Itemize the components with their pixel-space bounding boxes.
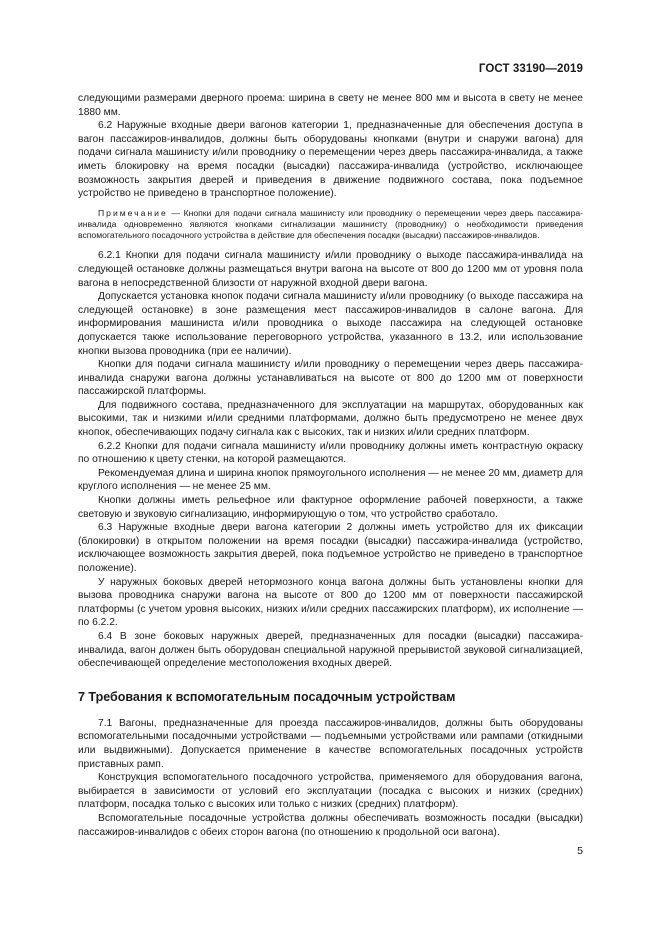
paragraph: 6.2.2 Кнопки для подачи сигнала машинисту и/или проводнику должны иметь контрастную окраску по отношению к цвету стенки, на которой размещаются. <box>78 440 583 466</box>
paragraph: Рекомендуемая длина и ширина кнопок прямоугольного исполнения — не менее 20 мм, диаметр для круглого исполнения — не менее 25 мм. <box>78 467 583 493</box>
paragraph: Для подвижного состава, предназначенного для эксплуатации на маршрутах, оборудованных как высокими, так и низкими и/или средними платформами, должно быть предусмотрено не менее двух кнопок, обеспечивающих подачу сигнала как с высоких, так и низких и/или средних платформ. <box>78 399 583 439</box>
paragraph: Кнопки должны иметь рельефное или фактурное оформление рабочей поверхности, а также световую и звуковую сигнализацию, информирующую о том, что устройство сработало. <box>78 495 583 520</box>
page-number: 5 <box>577 845 583 857</box>
paragraph: У наружных боковых дверей нетормозного конца вагона должны быть установлены кнопки для вызова проводника снаружи вагона на высоте от 800 до 1200 мм от поверхности пассажирской платформы (с учетом уровня высоких, низких и/или средних пассажирских платформ), их исполнение — по 6.2.2. <box>78 576 583 629</box>
paragraph: Допускается установка кнопок подачи сигнала машинисту и/или проводнику (о выходе пассажира на следующей остановке) в зоне размещения мест пассажиров-инвалидов в салоне вагона. Для информирования машиниста и/или проводника о выходе пассажира на следующей остановке допускается также использование переговорного устройства, указанного в 13.2, или использование кнопки вызова проводника (при ее наличии). <box>78 291 583 357</box>
document-body <box>78 92 583 839</box>
section-heading: 7 Требования к вспомогательным посадочным устройствам <box>78 689 456 704</box>
paragraph: Конструкция вспомогательного посадочного устройства, применяемого для оборудования вагона, выбирается в зависимости от условий его эксплуатации (посадка с высоких и низких (средних) платформ, посадка только с высоких или только с низких (средних) платформ). <box>78 772 583 811</box>
paragraph: 6.2.1 Кнопки для подачи сигнала машинисту и/или проводнику о выходе пассажира-инвалида на следующей остановке должны размещаться внутри вагона на высоте от 800 до 1200 мм от уровня пола вагона в непосредственной близости от наружной входной двери вагона. <box>78 250 583 289</box>
note-text: — Кнопки для подачи сигнала машинисту или проводнику о перемещении через дверь пассажира-инвалида одновременно являются кнопками сигнализации машинисту (проводнику) о необходимости приведения вспомогательного посадочного устройства в действие для обеспечения посадки (высадки) пассажиров-инвалидов. <box>78 207 583 241</box>
paragraph: 6.2 Наружные входные двери вагонов категории 1, предназначенные для обеспечения доступа в вагон пассажиров-инвалидов, должны быть оборудованы кнопками (внутри и снаружи вагона) для подачи сигнала машинисту и/или проводнику о перемещении через дверь пассажира-инвалида, а также иметь блокировку на время посадки (высадки) пассажира-инвалида (устройство, исключающее возможность закрытия дверей и приведения в движение подвижного состава, пока подъемное устройство не приведено в транспортное положение). <box>78 120 583 200</box>
paragraph: Вспомогательные посадочные устройства должны обеспечивать возможность посадки (высадки) пассажиров-инвалидов с обеих сторон вагона (по отношению к продольной оси вагона). <box>78 812 583 838</box>
paragraph: 6.3 Наружные входные двери вагона категории 2 должны иметь устройство для их фиксации (блокировки) в открытом положении на время посадки (высадки) пассажира-инвалида (устройство, исключающее возможность закрытия дверей, пока подъемное устройство не приведено в транспортное положение). <box>78 522 583 575</box>
paragraph: Кнопки для подачи сигнала машинисту и/или проводнику о перемещении через дверь пассажира-инвалида снаружи вагона должны устанавливаться на высоте от 800 до 1200 мм от поверхности пассажирской платформы. <box>78 359 583 398</box>
paragraph: 6.4 В зоне боковых наружных дверей, предназначенных для посадки (высадки) пассажира-инвалида, вагон должен быть оборудован специальной наружной прерывистой звуковой сигнализацией, обеспечивающей определение местоположения входных дверей. <box>78 630 583 670</box>
paragraph: следующими размерами дверного проема: ширина в свету не менее 800 мм и высота в свету не менее 1880 мм. <box>78 93 583 118</box>
note <box>78 208 583 242</box>
paragraph: 7.1 Вагоны, предназначенные для проезда пассажиров-инвалидов, должны быть оборудованы вспомогательными посадочными устройствами — подъемными устройствами или рампами (откидными или выдвижными). Допускается применение в качестве вспомогательных посадочных устройств приставных рамп. <box>78 717 583 770</box>
note-label: Примечание <box>98 207 168 218</box>
standard-header: ГОСТ 33190—2019 <box>478 63 583 75</box>
